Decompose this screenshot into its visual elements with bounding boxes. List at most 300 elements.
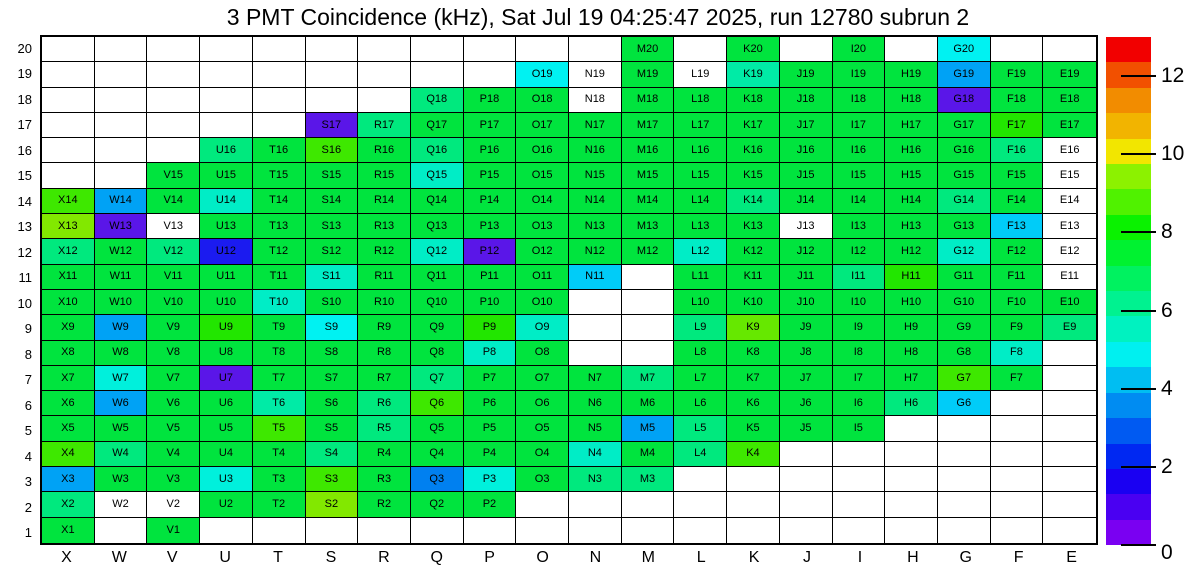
colorbar-tick-6 — [1121, 310, 1156, 312]
heatmap-cell-H12: H12 — [885, 239, 938, 264]
heatmap-cell-Q14: Q14 — [411, 189, 464, 214]
heatmap-cell-E11: E11 — [1043, 265, 1096, 290]
heatmap-cell-P12: P12 — [464, 239, 517, 264]
heatmap-cell-J5: J5 — [780, 416, 833, 441]
chart-title: 3 PMT Coincidence (kHz), Sat Jul 19 04:25:47 2025, run 12780 subrun 2 — [226, 4, 970, 30]
heatmap-cell-empty — [516, 518, 569, 543]
heatmap-cell-V12: V12 — [147, 239, 200, 264]
heatmap-cell-J8: J8 — [780, 341, 833, 366]
colorbar-tick-label-0: 0 — [1161, 541, 1173, 564]
y-axis-label-20: 20 — [17, 40, 32, 56]
heatmap-cell-G7: G7 — [938, 366, 991, 391]
heatmap-cell-empty — [306, 88, 359, 113]
heatmap-cell-O8: O8 — [516, 341, 569, 366]
heatmap-cell-P7: P7 — [464, 366, 517, 391]
heatmap-cell-T4: T4 — [253, 442, 306, 467]
heatmap-cell-empty — [147, 88, 200, 113]
heatmap-cell-V6: V6 — [147, 391, 200, 416]
heatmap-cell-S12: S12 — [306, 239, 359, 264]
heatmap-cell-G12: G12 — [938, 239, 991, 264]
heatmap-cell-H10: H10 — [885, 290, 938, 315]
colorbar-band — [1106, 189, 1151, 214]
y-axis-label-1: 1 — [24, 525, 32, 541]
heatmap-cell-X13: X13 — [42, 214, 95, 239]
heatmap-cell-P3: P3 — [464, 467, 517, 492]
heatmap-cell-empty — [42, 62, 95, 87]
heatmap-cell-empty — [306, 37, 359, 62]
heatmap-cell-P15: P15 — [464, 163, 517, 188]
colorbar-band — [1106, 393, 1151, 418]
colorbar-tick-0 — [1121, 544, 1156, 546]
heatmap-cell-S17: S17 — [306, 113, 359, 138]
heatmap-cell-P17: P17 — [464, 113, 517, 138]
colorbar-band — [1106, 240, 1151, 265]
heatmap-cell-R7: R7 — [358, 366, 411, 391]
heatmap-cell-empty — [991, 492, 1044, 517]
y-axis-label-15: 15 — [17, 168, 32, 184]
heatmap-cell-I13: I13 — [833, 214, 886, 239]
x-axis-label-L: L — [696, 549, 706, 566]
colorbar-band — [1106, 113, 1151, 138]
heatmap-cell-L17: L17 — [674, 113, 727, 138]
heatmap-cell-empty — [464, 37, 517, 62]
heatmap-cell-N17: N17 — [569, 113, 622, 138]
heatmap-cell-empty — [1043, 492, 1096, 517]
heatmap-cell-R12: R12 — [358, 239, 411, 264]
heatmap-cell-Q6: Q6 — [411, 391, 464, 416]
x-axis-label-T: T — [273, 549, 283, 566]
heatmap-cell-empty — [991, 37, 1044, 62]
heatmap-cell-H7: H7 — [885, 366, 938, 391]
heatmap-cell-empty — [253, 62, 306, 87]
heatmap-cell-R5: R5 — [358, 416, 411, 441]
heatmap-cell-empty — [42, 113, 95, 138]
heatmap-cell-V8: V8 — [147, 341, 200, 366]
heatmap-cell-R15: R15 — [358, 163, 411, 188]
heatmap-cell-X7: X7 — [42, 366, 95, 391]
heatmap-cell-K19: K19 — [727, 62, 780, 87]
y-axis-label-12: 12 — [17, 244, 32, 260]
heatmap-cell-S9: S9 — [306, 315, 359, 340]
heatmap-cell-empty — [780, 467, 833, 492]
x-axis-label-N: N — [589, 549, 602, 566]
heatmap-grid — [40, 35, 1098, 545]
heatmap-cell-I6: I6 — [833, 391, 886, 416]
heatmap-cell-K12: K12 — [727, 239, 780, 264]
heatmap-cell-empty — [200, 37, 253, 62]
heatmap-cell-Q17: Q17 — [411, 113, 464, 138]
heatmap-cell-U14: U14 — [200, 189, 253, 214]
heatmap-cell-K10: K10 — [727, 290, 780, 315]
heatmap-cell-empty — [306, 518, 359, 543]
heatmap-cell-P4: P4 — [464, 442, 517, 467]
heatmap-cell-empty — [147, 62, 200, 87]
heatmap-cell-K11: K11 — [727, 265, 780, 290]
heatmap-cell-empty — [147, 37, 200, 62]
heatmap-cell-M5: M5 — [622, 416, 675, 441]
heatmap-cell-R2: R2 — [358, 492, 411, 517]
heatmap-cell-L9: L9 — [674, 315, 727, 340]
heatmap-cell-empty — [200, 113, 253, 138]
x-axis-label-I: I — [857, 549, 863, 566]
heatmap-cell-U10: U10 — [200, 290, 253, 315]
heatmap-cell-E12: E12 — [1043, 239, 1096, 264]
y-axis-label-19: 19 — [17, 66, 32, 82]
heatmap-cell-Q4: Q4 — [411, 442, 464, 467]
heatmap-cell-L11: L11 — [674, 265, 727, 290]
heatmap-cell-X3: X3 — [42, 467, 95, 492]
heatmap-cell-M20: M20 — [622, 37, 675, 62]
y-axis-label-5: 5 — [24, 423, 32, 439]
heatmap-cell-empty — [885, 416, 938, 441]
heatmap-cell-N11: N11 — [569, 265, 622, 290]
heatmap-cell-X5: X5 — [42, 416, 95, 441]
heatmap-cell-R6: R6 — [358, 391, 411, 416]
heatmap-cell-H8: H8 — [885, 341, 938, 366]
heatmap-cell-H6: H6 — [885, 391, 938, 416]
x-axis-label-W: W — [111, 549, 127, 566]
heatmap-cell-empty — [569, 315, 622, 340]
heatmap-cell-empty — [674, 518, 727, 543]
y-axis-label-17: 17 — [17, 117, 32, 133]
heatmap-cell-empty — [358, 518, 411, 543]
heatmap-cell-T10: T10 — [253, 290, 306, 315]
heatmap-cell-empty — [727, 467, 780, 492]
heatmap-cell-G14: G14 — [938, 189, 991, 214]
heatmap-cell-empty — [833, 518, 886, 543]
heatmap-cell-E13: E13 — [1043, 214, 1096, 239]
heatmap-cell-J7: J7 — [780, 366, 833, 391]
heatmap-cell-I17: I17 — [833, 113, 886, 138]
heatmap-cell-P13: P13 — [464, 214, 517, 239]
colorbar-band — [1106, 139, 1151, 164]
heatmap-cell-E16: E16 — [1043, 138, 1096, 163]
heatmap-cell-empty — [358, 62, 411, 87]
x-axis-label-E: E — [1066, 549, 1077, 566]
heatmap-cell-L14: L14 — [674, 189, 727, 214]
heatmap-cell-empty — [780, 442, 833, 467]
y-axis-label-4: 4 — [24, 448, 32, 464]
heatmap-cell-empty — [95, 113, 148, 138]
heatmap-cell-O14: O14 — [516, 189, 569, 214]
heatmap-cell-J17: J17 — [780, 113, 833, 138]
heatmap-cell-Q3: Q3 — [411, 467, 464, 492]
heatmap-cell-G16: G16 — [938, 138, 991, 163]
heatmap-cell-H15: H15 — [885, 163, 938, 188]
heatmap-cell-Q15: Q15 — [411, 163, 464, 188]
heatmap-cell-empty — [833, 492, 886, 517]
heatmap-cell-M18: M18 — [622, 88, 675, 113]
heatmap-cell-K8: K8 — [727, 341, 780, 366]
heatmap-cell-S7: S7 — [306, 366, 359, 391]
heatmap-cell-P14: P14 — [464, 189, 517, 214]
heatmap-cell-M16: M16 — [622, 138, 675, 163]
heatmap-cell-L13: L13 — [674, 214, 727, 239]
heatmap-cell-empty — [674, 37, 727, 62]
x-axis-label-M: M — [641, 549, 655, 566]
heatmap-cell-N19: N19 — [569, 62, 622, 87]
heatmap-cell-G19: G19 — [938, 62, 991, 87]
heatmap-cell-empty — [1043, 442, 1096, 467]
heatmap-cell-V5: V5 — [147, 416, 200, 441]
heatmap-cell-empty — [885, 467, 938, 492]
heatmap-cell-S6: S6 — [306, 391, 359, 416]
heatmap-cell-F11: F11 — [991, 265, 1044, 290]
heatmap-cell-P9: P9 — [464, 315, 517, 340]
heatmap-cell-empty — [885, 37, 938, 62]
heatmap-cell-T7: T7 — [253, 366, 306, 391]
heatmap-cell-J19: J19 — [780, 62, 833, 87]
heatmap-cell-I20: I20 — [833, 37, 886, 62]
heatmap-cell-W7: W7 — [95, 366, 148, 391]
y-axis-label-18: 18 — [17, 91, 32, 107]
y-axis-label-8: 8 — [24, 346, 32, 362]
heatmap-cell-K5: K5 — [727, 416, 780, 441]
x-axis-label-P: P — [484, 549, 495, 566]
heatmap-cell-W3: W3 — [95, 467, 148, 492]
x-axis-label-O: O — [536, 549, 549, 566]
heatmap-cell-X2: X2 — [42, 492, 95, 517]
heatmap-cell-P6: P6 — [464, 391, 517, 416]
heatmap-cell-G13: G13 — [938, 214, 991, 239]
heatmap-cell-U2: U2 — [200, 492, 253, 517]
heatmap-cell-empty — [885, 518, 938, 543]
heatmap-cell-E10: E10 — [1043, 290, 1096, 315]
heatmap-cell-T15: T15 — [253, 163, 306, 188]
heatmap-cell-W5: W5 — [95, 416, 148, 441]
heatmap-cell-M17: M17 — [622, 113, 675, 138]
heatmap-cell-N5: N5 — [569, 416, 622, 441]
heatmap-cell-G11: G11 — [938, 265, 991, 290]
heatmap-cell-I7: I7 — [833, 366, 886, 391]
heatmap-cell-P5: P5 — [464, 416, 517, 441]
heatmap-cell-L10: L10 — [674, 290, 727, 315]
heatmap-cell-M3: M3 — [622, 467, 675, 492]
heatmap-cell-O4: O4 — [516, 442, 569, 467]
y-axis-label-9: 9 — [24, 321, 32, 337]
heatmap-cell-V15: V15 — [147, 163, 200, 188]
heatmap-cell-R17: R17 — [358, 113, 411, 138]
heatmap-cell-J11: J11 — [780, 265, 833, 290]
heatmap-cell-empty — [938, 467, 991, 492]
heatmap-cell-empty — [885, 492, 938, 517]
colorbar-tick-label-8: 8 — [1161, 220, 1173, 244]
heatmap-cell-empty — [516, 492, 569, 517]
heatmap-cell-P16: P16 — [464, 138, 517, 163]
heatmap-cell-O16: O16 — [516, 138, 569, 163]
heatmap-cell-empty — [42, 138, 95, 163]
heatmap-cell-F17: F17 — [991, 113, 1044, 138]
heatmap-cell-empty — [1043, 467, 1096, 492]
colorbar — [1106, 37, 1151, 545]
heatmap-cell-F19: F19 — [991, 62, 1044, 87]
heatmap-cell-U15: U15 — [200, 163, 253, 188]
heatmap-cell-U13: U13 — [200, 214, 253, 239]
heatmap-cell-U7: U7 — [200, 366, 253, 391]
heatmap-cell-E18: E18 — [1043, 88, 1096, 113]
x-axis-label-F: F — [1013, 549, 1024, 566]
heatmap-cell-V3: V3 — [147, 467, 200, 492]
heatmap-cell-O12: O12 — [516, 239, 569, 264]
heatmap-cell-X8: X8 — [42, 341, 95, 366]
heatmap-cell-empty — [938, 416, 991, 441]
heatmap-cell-L4: L4 — [674, 442, 727, 467]
heatmap-cell-Q18: Q18 — [411, 88, 464, 113]
heatmap-cell-F13: F13 — [991, 214, 1044, 239]
heatmap-cell-V7: V7 — [147, 366, 200, 391]
heatmap-cell-empty — [200, 62, 253, 87]
heatmap-cell-X4: X4 — [42, 442, 95, 467]
heatmap-cell-X12: X12 — [42, 239, 95, 264]
heatmap-cell-S5: S5 — [306, 416, 359, 441]
heatmap-cell-empty — [938, 442, 991, 467]
heatmap-cell-U12: U12 — [200, 239, 253, 264]
heatmap-cell-empty — [885, 442, 938, 467]
heatmap-cell-empty — [95, 163, 148, 188]
heatmap-cell-O7: O7 — [516, 366, 569, 391]
heatmap-cell-S8: S8 — [306, 341, 359, 366]
heatmap-cell-N4: N4 — [569, 442, 622, 467]
y-axis-label-6: 6 — [24, 397, 32, 413]
heatmap-cell-X1: X1 — [42, 518, 95, 543]
heatmap-cell-R13: R13 — [358, 214, 411, 239]
heatmap-cell-L15: L15 — [674, 163, 727, 188]
heatmap-cell-G10: G10 — [938, 290, 991, 315]
heatmap-cell-R3: R3 — [358, 467, 411, 492]
heatmap-cell-empty — [674, 467, 727, 492]
y-axis-label-2: 2 — [24, 499, 32, 515]
heatmap-cell-F15: F15 — [991, 163, 1044, 188]
heatmap-cell-empty — [991, 416, 1044, 441]
heatmap-cell-I10: I10 — [833, 290, 886, 315]
heatmap-cell-L19: L19 — [674, 62, 727, 87]
heatmap-cell-R10: R10 — [358, 290, 411, 315]
heatmap-cell-N16: N16 — [569, 138, 622, 163]
heatmap-cell-J16: J16 — [780, 138, 833, 163]
heatmap-cell-empty — [95, 88, 148, 113]
colorbar-band — [1106, 37, 1151, 62]
heatmap-cell-empty — [253, 113, 306, 138]
heatmap-cell-W13: W13 — [95, 214, 148, 239]
heatmap-cell-R4: R4 — [358, 442, 411, 467]
heatmap-cell-empty — [95, 518, 148, 543]
colorbar-tick-label-2: 2 — [1161, 454, 1173, 478]
heatmap-cell-O18: O18 — [516, 88, 569, 113]
heatmap-cell-empty — [147, 113, 200, 138]
y-axis-label-16: 16 — [17, 142, 32, 158]
heatmap-cell-K18: K18 — [727, 88, 780, 113]
x-axis-label-G: G — [959, 549, 972, 566]
colorbar-band — [1106, 291, 1151, 316]
heatmap-cell-T13: T13 — [253, 214, 306, 239]
heatmap-cell-O5: O5 — [516, 416, 569, 441]
heatmap-cell-W11: W11 — [95, 265, 148, 290]
colorbar-band — [1106, 418, 1151, 443]
heatmap-cell-K15: K15 — [727, 163, 780, 188]
heatmap-cell-empty — [411, 518, 464, 543]
heatmap-cell-G8: G8 — [938, 341, 991, 366]
heatmap-cell-empty — [200, 88, 253, 113]
x-axis-label-U: U — [219, 549, 231, 566]
heatmap-cell-N6: N6 — [569, 391, 622, 416]
heatmap-cell-V2: V2 — [147, 492, 200, 517]
x-axis-labels — [40, 549, 1098, 567]
heatmap-cell-L7: L7 — [674, 366, 727, 391]
heatmap-cell-O19: O19 — [516, 62, 569, 87]
colorbar-tick-2 — [1121, 466, 1156, 468]
heatmap-cell-I9: I9 — [833, 315, 886, 340]
heatmap-cell-O13: O13 — [516, 214, 569, 239]
x-axis-label-S: S — [325, 549, 337, 566]
heatmap-cell-P2: P2 — [464, 492, 517, 517]
heatmap-cell-H17: H17 — [885, 113, 938, 138]
heatmap-cell-G20: G20 — [938, 37, 991, 62]
heatmap-cell-N13: N13 — [569, 214, 622, 239]
heatmap-cell-empty — [1043, 366, 1096, 391]
heatmap-cell-empty — [569, 492, 622, 517]
colorbar-band — [1106, 215, 1151, 240]
heatmap-cell-empty — [569, 37, 622, 62]
heatmap-cell-empty — [516, 37, 569, 62]
colorbar-band — [1106, 164, 1151, 189]
heatmap-cell-T12: T12 — [253, 239, 306, 264]
y-axis-label-3: 3 — [24, 474, 32, 490]
heatmap-cell-K14: K14 — [727, 189, 780, 214]
heatmap-cell-L6: L6 — [674, 391, 727, 416]
heatmap-cell-T16: T16 — [253, 138, 306, 163]
heatmap-cell-G6: G6 — [938, 391, 991, 416]
heatmap-cell-T8: T8 — [253, 341, 306, 366]
heatmap-cell-T9: T9 — [253, 315, 306, 340]
colorbar-tick-12 — [1121, 75, 1156, 77]
heatmap-cell-H11: H11 — [885, 265, 938, 290]
heatmap-cell-M14: M14 — [622, 189, 675, 214]
x-axis-label-H: H — [907, 549, 919, 566]
colorbar-band — [1106, 469, 1151, 494]
heatmap-cell-M4: M4 — [622, 442, 675, 467]
heatmap-cell-empty — [411, 62, 464, 87]
heatmap-cell-empty — [833, 467, 886, 492]
heatmap-cell-V1: V1 — [147, 518, 200, 543]
heatmap-cell-Q10: Q10 — [411, 290, 464, 315]
heatmap-cell-P11: P11 — [464, 265, 517, 290]
heatmap-cell-N7: N7 — [569, 366, 622, 391]
heatmap-cell-O15: O15 — [516, 163, 569, 188]
heatmap-cell-K7: K7 — [727, 366, 780, 391]
heatmap-cell-R8: R8 — [358, 341, 411, 366]
heatmap-cell-empty — [306, 62, 359, 87]
heatmap-cell-Q2: Q2 — [411, 492, 464, 517]
heatmap-cell-G18: G18 — [938, 88, 991, 113]
heatmap-cell-empty — [42, 37, 95, 62]
y-axis-label-13: 13 — [17, 219, 32, 235]
heatmap-cell-T14: T14 — [253, 189, 306, 214]
colorbar-tick-4 — [1121, 388, 1156, 390]
y-axis-label-7: 7 — [24, 372, 32, 388]
heatmap-cell-K17: K17 — [727, 113, 780, 138]
heatmap-cell-N15: N15 — [569, 163, 622, 188]
heatmap-cell-empty — [727, 492, 780, 517]
heatmap-cell-F7: F7 — [991, 366, 1044, 391]
heatmap-cell-E14: E14 — [1043, 189, 1096, 214]
heatmap-cell-X10: X10 — [42, 290, 95, 315]
heatmap-cell-U5: U5 — [200, 416, 253, 441]
heatmap-cell-empty — [358, 88, 411, 113]
heatmap-cell-S11: S11 — [306, 265, 359, 290]
heatmap-cell-E15: E15 — [1043, 163, 1096, 188]
heatmap-cell-I5: I5 — [833, 416, 886, 441]
heatmap-cell-U4: U4 — [200, 442, 253, 467]
